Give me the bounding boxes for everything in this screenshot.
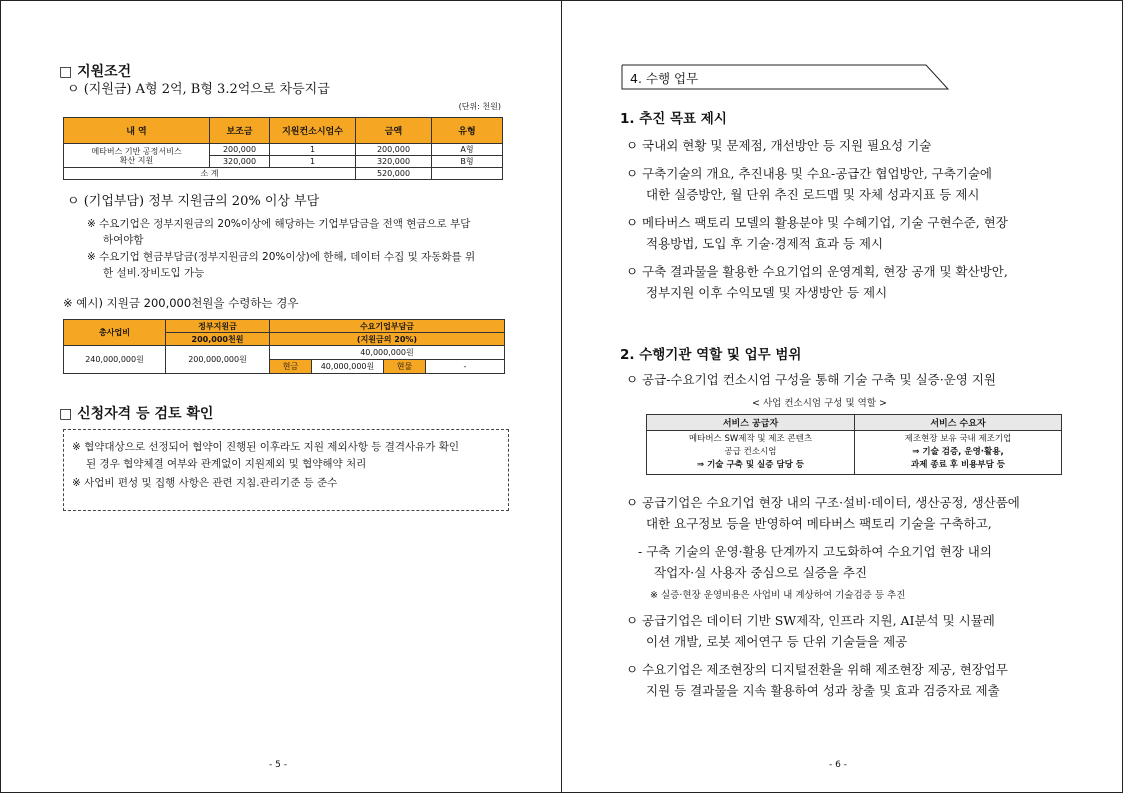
example-title: ※ 예시) 지원금 200,000천원을 수령하는 경우 bbox=[63, 296, 299, 310]
bullet-text: ㅇ 메타버스 팩토리 모델의 활용분야 및 수혜기업, 기술 구현수준, 현장 bbox=[626, 215, 1008, 230]
consumer-line: 과제 종료 후 비용부담 등 bbox=[911, 460, 1005, 470]
table-cell: 1 bbox=[270, 156, 356, 168]
bullet-text: 정부지원 이후 수익모델 및 자생방안 등 제시 bbox=[646, 285, 888, 300]
section-title-roles: 2. 수행기관 역할 및 업무 범위 bbox=[620, 347, 802, 363]
bullet-text: ㅇ 구축기술의 개요, 추진내용 및 수요-공급간 협업방안, 구축기술에 bbox=[626, 166, 993, 181]
gov-value: 200,000,000원 bbox=[166, 346, 270, 374]
subtotal-value: 520,000 bbox=[356, 168, 432, 180]
section-title-goals: 1. 추진 목표 제시 bbox=[620, 111, 727, 127]
bullet-text: ㅇ 공급기업은 데이터 기반 SW제작, 인프라 지원, AI분석 및 시뮬레 bbox=[626, 613, 995, 628]
notice-line: 된 경우 협약체결 여부와 관계없이 지원제외 및 협약해약 처리 bbox=[86, 458, 367, 470]
consumer-line: 제조현장 보유 국내 제조기업 bbox=[904, 434, 1012, 444]
note-line: ※ 수요기업 현금부담금(정부지원금의 20%이상)에 한해, 데이터 수집 및 자동화를 위 bbox=[87, 251, 476, 263]
table-header: 지원컨소시엄수 bbox=[270, 118, 356, 144]
table-header: 내 역 bbox=[64, 118, 210, 144]
table-header: 금액 bbox=[356, 118, 432, 144]
bullet-text: 대한 요구정보 등을 반영하여 메타버스 팩토리 기술을 구축하고, bbox=[646, 516, 992, 531]
note-line: 하여야함 bbox=[103, 234, 144, 246]
support-amount-table bbox=[63, 117, 503, 180]
unit-note: (단위: 천원) bbox=[458, 102, 501, 111]
table-cell-empty bbox=[432, 168, 503, 180]
supplier-line: ⇒ 기술 구축 및 실증 담당 등 bbox=[697, 460, 804, 470]
table-cell: 320,000 bbox=[210, 156, 270, 168]
table-cell: 1 bbox=[270, 144, 356, 156]
notice-line: ※ 협약대상으로 선정되어 협약이 진행된 이후라도 지원 제외사항 등 결격사유가 확인 bbox=[72, 441, 460, 453]
inkind-label: 현물 bbox=[384, 360, 426, 374]
sub-bullet-text: 작업자·실 사용자 중심으로 실증을 추진 bbox=[654, 565, 868, 580]
page-number: - 6 - bbox=[829, 760, 847, 770]
header-consumer: 서비스 수요자 bbox=[855, 415, 1062, 431]
table-cell: B형 bbox=[432, 156, 503, 168]
row-label-line: 메타버스 기반 공정서비스 bbox=[91, 146, 182, 156]
table-header: 보조금 bbox=[210, 118, 270, 144]
table-cell: 200,000 bbox=[210, 144, 270, 156]
cash-value: 40,000,000원 bbox=[312, 360, 384, 374]
inkind-value: - bbox=[426, 360, 505, 374]
bullet-text: 지원 등 결과물을 지속 활용하여 성과 창출 및 효과 검증자료 제출 bbox=[646, 683, 1000, 698]
header-demand-rate: (지원금의 20%) bbox=[270, 333, 505, 346]
note-line: ※ 수요기업은 정부지원금의 20%이상에 해당하는 기업부담금을 전액 현금으로 부담 bbox=[87, 218, 471, 230]
table-cell: 320,000 bbox=[356, 156, 432, 168]
example-table bbox=[63, 319, 505, 374]
bullet-text: 대한 실증방안, 월 단위 추진 로드맵 및 자체 성과지표 등 제시 bbox=[646, 187, 980, 202]
table-header: 유형 bbox=[432, 118, 503, 144]
page-number: - 5 - bbox=[269, 760, 287, 770]
notice-line: ※ 사업비 편성 및 집행 사항은 관련 지침.관리기준 등 준수 bbox=[72, 477, 338, 489]
cash-label: 현금 bbox=[270, 360, 312, 374]
eligibility-notice-box bbox=[63, 429, 509, 511]
consumer-line: ⇒ 기술 검증, 운영·활용, bbox=[912, 447, 1004, 457]
header-supplier: 서비스 공급자 bbox=[647, 415, 855, 431]
page-6 bbox=[561, 0, 1123, 793]
section-title-eligibility: □ 신청자격 등 검토 확인 bbox=[59, 406, 214, 422]
table-row-label bbox=[64, 144, 210, 168]
table-cell: A형 bbox=[432, 144, 503, 156]
section-title-support-conditions: □ 지원조건 bbox=[59, 64, 132, 80]
bullet-text: ㅇ 수요기업은 제조현장의 디지털전환을 위해 제조현장 제공, 현장업무 bbox=[626, 662, 1008, 677]
header-demand: 수요기업부담금 bbox=[270, 320, 505, 333]
supplier-cell bbox=[647, 431, 855, 475]
row-label-line: 확산 지원 bbox=[119, 155, 154, 165]
header-total: 총사업비 bbox=[64, 320, 166, 346]
header-gov-amount: 200,000천원 bbox=[166, 333, 270, 346]
bullet-text: ㅇ 국내외 현황 및 문제점, 개선방안 등 지원 필요성 기술 bbox=[626, 138, 932, 153]
bullet-text: ㅇ 공급-수요기업 컨소시엄 구성을 통해 기술 구축 및 실증·운영 지원 bbox=[626, 372, 996, 387]
supplier-line: 공급 컨소시엄 bbox=[724, 447, 777, 457]
bullet-text: 적용방법, 도입 후 기술·경제적 효과 등 제시 bbox=[646, 236, 884, 251]
header-gov: 정부지원금 bbox=[166, 320, 270, 333]
header-tab-title: 4. 수행 업무 bbox=[630, 71, 699, 86]
table-caption: < 사업 컨소시엄 구성 및 역할 > bbox=[752, 398, 887, 409]
total-value: 240,000,000원 bbox=[64, 346, 166, 374]
consumer-cell bbox=[855, 431, 1062, 475]
bullet-text: ㅇ 공급기업은 수요기업 현장 내의 구조·설비·데이터, 생산공정, 생산품에 bbox=[626, 495, 1020, 510]
bullet-text: 이션 개발, 로봇 제어연구 등 단위 기술들을 제공 bbox=[646, 634, 908, 649]
bullet-support-amount: ㅇ (지원금) A형 2억, B형 3.2억으로 차등지급 bbox=[67, 82, 330, 97]
note-line: ※ 실증·현장 운영비용은 사업비 내 계상하여 기술검증 등 추진 bbox=[650, 590, 906, 601]
demand-value: 40,000,000원 bbox=[270, 346, 505, 360]
supplier-line: 메타버스 SW제작 및 제조 콘텐츠 bbox=[688, 434, 813, 444]
subtotal-label: 소 계 bbox=[64, 168, 356, 180]
sub-bullet-text: - 구축 기술의 운영·활용 단계까지 고도화하여 수요기업 현장 내의 bbox=[638, 544, 992, 559]
note-line: 한 설비.장비도입 가능 bbox=[103, 267, 205, 279]
bullet-company-burden: ㅇ (기업부담) 정부 지원금의 20% 이상 부담 bbox=[67, 194, 320, 209]
bullet-text: ㅇ 구축 결과물을 활용한 수요기업의 운영계획, 현장 공개 및 확산방안, bbox=[626, 264, 1008, 279]
consortium-table bbox=[646, 414, 1062, 475]
table-cell: 200,000 bbox=[356, 144, 432, 156]
